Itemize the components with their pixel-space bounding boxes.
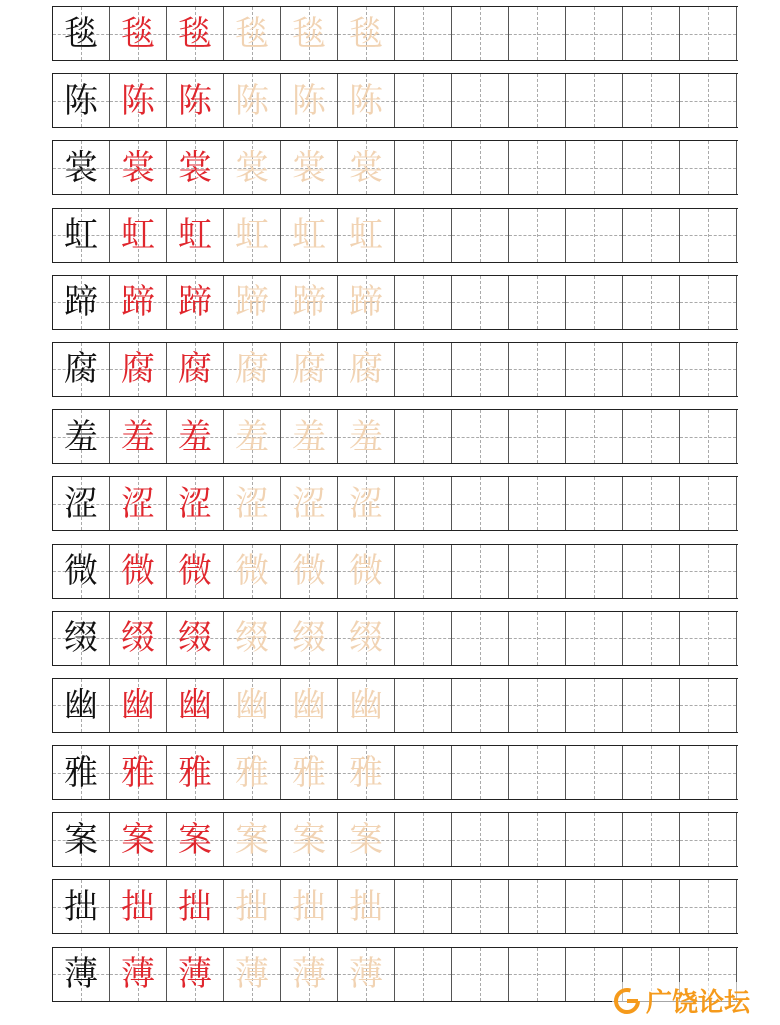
red-copy-cell [110,477,167,530]
character-glyph: 薄 [292,954,326,995]
practice-row [52,409,738,464]
blank-practice-cell [680,880,737,933]
blank-practice-cell [680,141,737,194]
red-copy-cell [167,343,224,396]
blank-practice-cell [452,813,509,866]
character-glyph: 薄 [64,954,98,995]
blank-practice-cell [623,276,680,329]
practice-row [52,678,738,733]
trace-cell [224,74,281,127]
practice-row [52,208,738,263]
character-glyph: 雅 [121,752,155,793]
character-glyph: 薄 [235,954,269,995]
red-copy-cell [110,209,167,262]
blank-practice-cell [566,343,623,396]
trace-cell [281,612,338,665]
character-glyph: 陈 [235,80,269,121]
blank-practice-cell [623,410,680,463]
practice-row [52,275,738,330]
trace-cell [281,477,338,530]
blank-practice-cell [566,612,623,665]
character-glyph: 陈 [178,80,212,121]
red-copy-cell [167,276,224,329]
model-cell [53,343,110,396]
model-cell [53,7,110,60]
trace-cell [224,141,281,194]
blank-practice-cell [452,477,509,530]
blank-practice-cell [680,209,737,262]
character-glyph: 毯 [121,13,155,54]
character-glyph: 虹 [178,215,212,256]
trace-cell [281,276,338,329]
red-copy-cell [110,679,167,732]
character-glyph: 羞 [292,416,326,457]
red-copy-cell [110,7,167,60]
trace-cell [338,74,395,127]
trace-cell [281,74,338,127]
blank-practice-cell [566,880,623,933]
character-glyph: 缀 [64,618,98,659]
blank-practice-cell [509,612,566,665]
blank-practice-cell [680,746,737,799]
character-glyph: 蹄 [178,282,212,323]
character-glyph: 腐 [235,349,269,390]
blank-practice-cell [509,813,566,866]
blank-practice-cell [452,545,509,598]
blank-practice-cell [566,74,623,127]
trace-cell [338,545,395,598]
character-glyph: 蹄 [235,282,269,323]
character-glyph: 薄 [121,954,155,995]
red-copy-cell [110,276,167,329]
trace-cell [281,880,338,933]
trace-cell [224,477,281,530]
trace-cell [281,746,338,799]
trace-cell [338,410,395,463]
blank-practice-cell [623,880,680,933]
character-glyph: 腐 [178,349,212,390]
model-cell [53,880,110,933]
character-glyph: 案 [121,819,155,860]
blank-practice-cell [395,410,452,463]
blank-practice-cell [452,679,509,732]
trace-cell [281,7,338,60]
model-cell [53,813,110,866]
model-cell [53,612,110,665]
blank-practice-cell [395,343,452,396]
blank-practice-cell [509,7,566,60]
character-glyph: 涩 [292,483,326,524]
character-glyph: 腐 [121,349,155,390]
character-glyph: 幽 [64,685,98,726]
red-copy-cell [167,410,224,463]
character-glyph: 涩 [64,483,98,524]
character-glyph: 毯 [64,13,98,54]
character-glyph: 腐 [292,349,326,390]
model-cell [53,410,110,463]
blank-practice-cell [395,746,452,799]
blank-practice-cell [680,813,737,866]
character-glyph: 涩 [235,483,269,524]
trace-cell [281,343,338,396]
blank-practice-cell [509,545,566,598]
character-glyph: 羞 [178,416,212,457]
red-copy-cell [110,948,167,1001]
blank-practice-cell [623,141,680,194]
red-copy-cell [110,410,167,463]
character-glyph: 蹄 [349,282,383,323]
character-glyph: 裳 [235,147,269,188]
character-glyph: 雅 [235,752,269,793]
watermark [612,982,750,1019]
character-glyph: 虹 [349,215,383,256]
character-glyph: 案 [292,819,326,860]
practice-row [52,879,738,934]
trace-cell [224,209,281,262]
character-glyph: 幽 [292,685,326,726]
blank-practice-cell [623,7,680,60]
character-glyph: 腐 [64,349,98,390]
blank-practice-cell [452,880,509,933]
character-glyph: 虹 [292,215,326,256]
red-copy-cell [110,545,167,598]
blank-practice-cell [395,679,452,732]
red-copy-cell [167,880,224,933]
red-copy-cell [167,612,224,665]
blank-practice-cell [509,276,566,329]
character-glyph: 裳 [292,147,326,188]
blank-practice-cell [566,209,623,262]
trace-cell [224,7,281,60]
character-glyph: 拙 [349,886,383,927]
practice-row [52,6,738,61]
model-cell [53,545,110,598]
blank-practice-cell [509,209,566,262]
red-copy-cell [167,74,224,127]
trace-cell [338,477,395,530]
character-glyph: 羞 [121,416,155,457]
character-glyph: 毯 [292,13,326,54]
character-glyph: 羞 [235,416,269,457]
blank-practice-cell [395,545,452,598]
red-copy-cell [110,612,167,665]
red-copy-cell [167,813,224,866]
character-glyph: 案 [349,819,383,860]
blank-practice-cell [680,7,737,60]
trace-cell [224,813,281,866]
blank-practice-cell [680,74,737,127]
trace-cell [281,410,338,463]
trace-cell [224,343,281,396]
blank-practice-cell [680,276,737,329]
blank-practice-cell [566,545,623,598]
red-copy-cell [110,880,167,933]
character-glyph: 雅 [292,752,326,793]
character-glyph: 缀 [178,618,212,659]
character-glyph: 陈 [292,80,326,121]
blank-practice-cell [452,948,509,1001]
character-glyph: 裳 [64,147,98,188]
character-glyph: 幽 [121,685,155,726]
character-glyph: 腐 [349,349,383,390]
model-cell [53,679,110,732]
blank-practice-cell [623,612,680,665]
trace-cell [224,746,281,799]
character-glyph: 蹄 [121,282,155,323]
character-glyph: 陈 [64,80,98,121]
blank-practice-cell [395,276,452,329]
blank-practice-cell [623,545,680,598]
blank-practice-cell [395,477,452,530]
trace-cell [224,948,281,1001]
character-glyph: 拙 [235,886,269,927]
character-glyph: 拙 [121,886,155,927]
trace-cell [281,141,338,194]
blank-practice-cell [452,276,509,329]
character-glyph: 缀 [349,618,383,659]
blank-practice-cell [509,343,566,396]
red-copy-cell [167,141,224,194]
red-copy-cell [167,545,224,598]
blank-practice-cell [566,679,623,732]
character-glyph: 微 [235,551,269,591]
character-glyph: 拙 [292,886,326,927]
character-glyph: 缀 [292,618,326,659]
model-cell [53,746,110,799]
trace-cell [281,948,338,1001]
trace-cell [281,679,338,732]
trace-cell [338,880,395,933]
model-cell [53,141,110,194]
blank-practice-cell [452,209,509,262]
blank-practice-cell [680,410,737,463]
character-glyph: 案 [235,819,269,860]
trace-cell [338,612,395,665]
blank-practice-cell [509,746,566,799]
g-logo-icon [612,986,642,1016]
character-glyph: 微 [349,551,383,591]
character-glyph: 毯 [178,13,212,54]
trace-cell [338,276,395,329]
model-cell [53,948,110,1001]
blank-practice-cell [509,679,566,732]
character-glyph: 案 [178,819,212,860]
red-copy-cell [167,679,224,732]
character-glyph: 蹄 [292,282,326,323]
blank-practice-cell [509,74,566,127]
character-glyph: 缀 [235,618,269,659]
blank-practice-cell [680,679,737,732]
blank-practice-cell [566,813,623,866]
character-glyph: 雅 [178,752,212,793]
character-glyph: 幽 [178,685,212,726]
trace-cell [338,746,395,799]
blank-practice-cell [509,477,566,530]
blank-practice-cell [395,948,452,1001]
red-copy-cell [110,813,167,866]
blank-practice-cell [509,948,566,1001]
red-copy-cell [110,343,167,396]
trace-cell [338,679,395,732]
trace-cell [338,7,395,60]
character-glyph: 羞 [64,416,98,457]
practice-sheet [52,6,738,1014]
trace-cell [224,276,281,329]
character-glyph: 微 [64,551,98,591]
blank-practice-cell [623,477,680,530]
trace-cell [281,209,338,262]
character-glyph: 幽 [349,685,383,726]
character-glyph: 缀 [121,618,155,659]
blank-practice-cell [395,612,452,665]
character-glyph: 裳 [178,147,212,188]
practice-row [52,611,738,666]
watermark-text: 广饶论坛 [645,988,750,1018]
character-glyph: 薄 [349,954,383,995]
character-glyph: 雅 [64,752,98,793]
blank-practice-cell [680,477,737,530]
practice-row [52,342,738,397]
practice-row [52,476,738,531]
blank-practice-cell [566,7,623,60]
character-glyph: 微 [292,551,326,591]
blank-practice-cell [395,209,452,262]
trace-cell [224,545,281,598]
blank-practice-cell [395,813,452,866]
blank-practice-cell [566,141,623,194]
character-glyph: 陈 [121,80,155,121]
blank-practice-cell [623,813,680,866]
trace-cell [338,141,395,194]
blank-practice-cell [566,276,623,329]
model-cell [53,209,110,262]
model-cell [53,276,110,329]
model-cell [53,74,110,127]
blank-practice-cell [623,74,680,127]
blank-practice-cell [452,74,509,127]
character-glyph: 薄 [178,954,212,995]
red-copy-cell [167,477,224,530]
character-glyph: 案 [64,819,98,860]
red-copy-cell [167,209,224,262]
blank-practice-cell [452,410,509,463]
character-glyph: 毯 [235,13,269,54]
character-glyph: 微 [178,551,212,591]
character-glyph: 虹 [121,215,155,256]
blank-practice-cell [680,545,737,598]
trace-cell [281,545,338,598]
blank-practice-cell [566,746,623,799]
blank-practice-cell [623,679,680,732]
trace-cell [338,813,395,866]
blank-practice-cell [680,343,737,396]
trace-cell [224,612,281,665]
blank-practice-cell [395,880,452,933]
character-glyph: 虹 [64,215,98,256]
character-glyph: 涩 [349,483,383,524]
practice-row [52,544,738,599]
character-glyph: 陈 [349,80,383,121]
trace-cell [338,948,395,1001]
red-copy-cell [167,948,224,1001]
character-glyph: 蹄 [64,282,98,323]
blank-practice-cell [452,343,509,396]
trace-cell [281,813,338,866]
blank-practice-cell [623,343,680,396]
blank-practice-cell [623,746,680,799]
character-glyph: 涩 [178,483,212,524]
red-copy-cell [110,746,167,799]
practice-row [52,73,738,128]
red-copy-cell [167,7,224,60]
character-glyph: 幽 [235,685,269,726]
blank-practice-cell [509,410,566,463]
blank-practice-cell [395,141,452,194]
blank-practice-cell [680,612,737,665]
blank-practice-cell [452,7,509,60]
red-copy-cell [110,74,167,127]
character-glyph: 毯 [349,13,383,54]
blank-practice-cell [395,74,452,127]
blank-practice-cell [452,746,509,799]
blank-practice-cell [509,141,566,194]
character-glyph: 涩 [121,483,155,524]
practice-row [52,745,738,800]
blank-practice-cell [566,477,623,530]
blank-practice-cell [566,410,623,463]
character-glyph: 拙 [178,886,212,927]
character-glyph: 羞 [349,416,383,457]
character-glyph: 虹 [235,215,269,256]
blank-practice-cell [395,7,452,60]
character-glyph: 裳 [121,147,155,188]
red-copy-cell [167,746,224,799]
trace-cell [338,343,395,396]
trace-cell [224,880,281,933]
trace-cell [224,679,281,732]
red-copy-cell [110,141,167,194]
trace-cell [224,410,281,463]
blank-practice-cell [509,880,566,933]
blank-practice-cell [623,209,680,262]
character-glyph: 裳 [349,147,383,188]
trace-cell [338,209,395,262]
practice-row [52,812,738,867]
character-glyph: 雅 [349,752,383,793]
model-cell [53,477,110,530]
practice-row [52,140,738,195]
character-glyph: 微 [121,551,155,591]
blank-practice-cell [452,612,509,665]
blank-practice-cell [452,141,509,194]
character-glyph: 拙 [64,886,98,927]
